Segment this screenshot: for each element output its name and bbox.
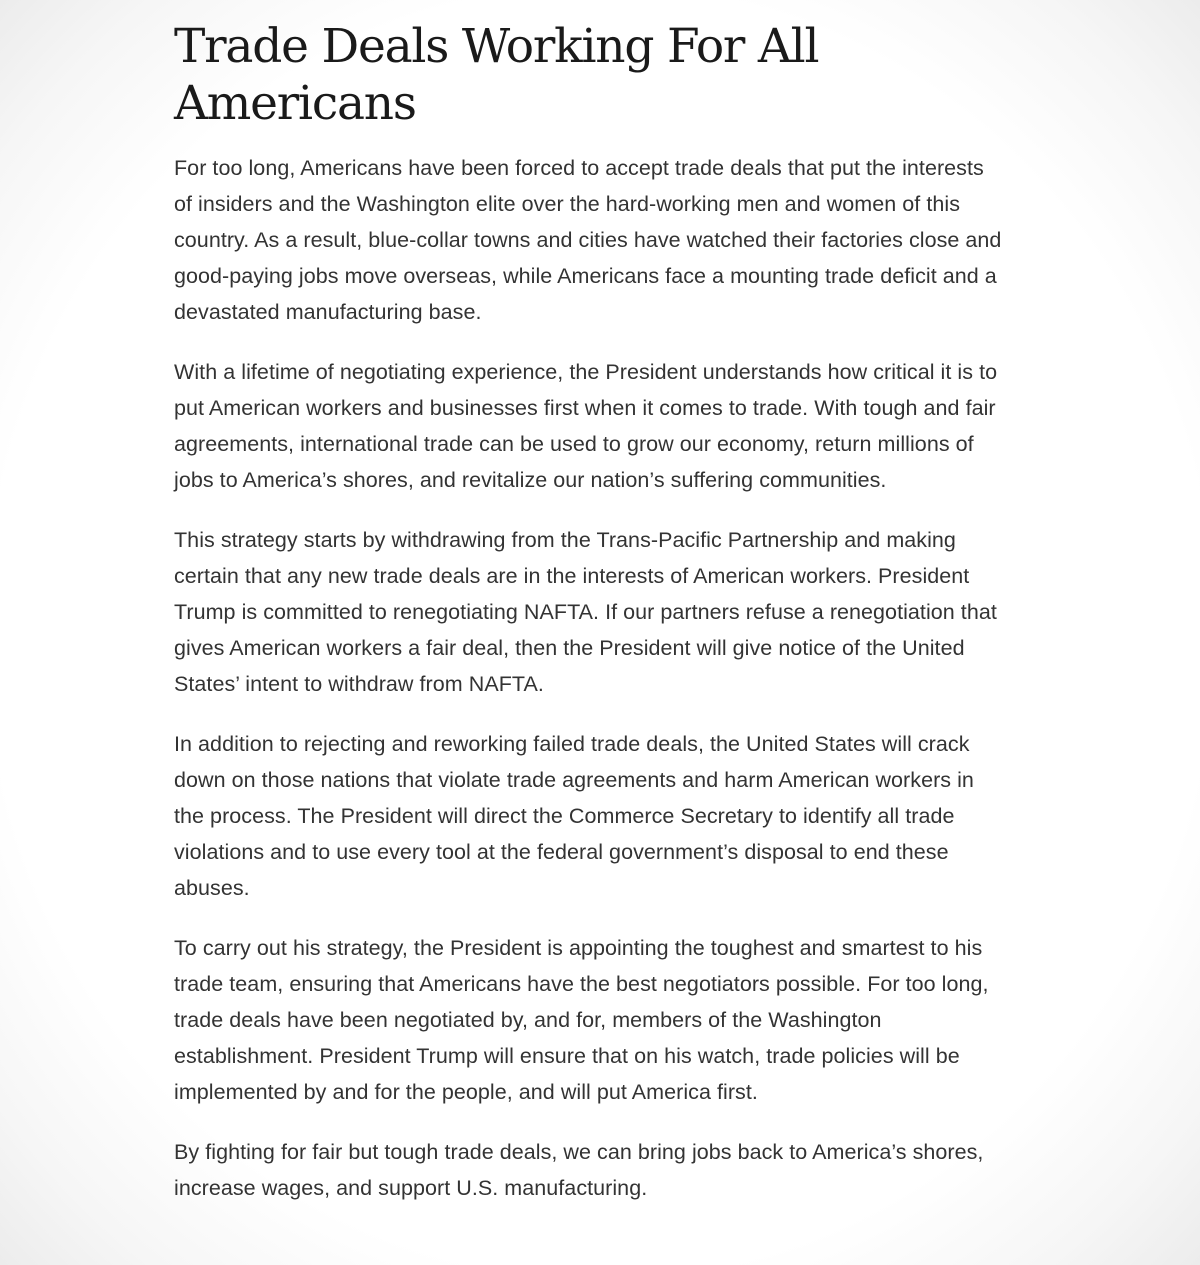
article-paragraph-5: To carry out his strategy, the President is appointing the toughest and smartest to his trade team, ensuring that Americans have the best negotiators possible. For too long, trade deals have been negotiated by, and for, members of the Washington establishment. President Trump will ensure that on his watch, trade policies will be implemented by and for the people, and will put America first.	[174, 936, 989, 1104]
article-paragraph-3: This strategy starts by withdrawing from the Trans-Pacific Partnership and making certain that any new trade deals are in the interests of American workers. President Trump is committed to renegotiating NAFTA. If our partners refuse a renegotiation that gives American workers a fair deal, then the President will give notice of the United States’ intent to withdraw from NAFTA.	[174, 528, 997, 696]
article-paragraph-1: For too long, Americans have been forced to accept trade deals that put the interests of insiders and the Washington elite over the hard-working men and women of this country. As a result, blue-collar towns and cities have watched their factories close and good-paying jobs move overseas, while Americans face a mounting trade deficit and a devastated manufacturing base.	[174, 156, 1002, 324]
article-paragraph-2: With a lifetime of negotiating experience, the President understands how critical it is to put American workers and businesses first when it comes to trade. With tough and fair agreements, international trade can be used to grow our economy, return millions of jobs to America’s shores, and revitalize our nation’s suffering communities.	[174, 360, 998, 492]
article-paragraph-4: In addition to rejecting and reworking failed trade deals, the United States will crack down on those nations that violate trade agreements and harm American workers in the process. The President will direct the Commerce Secretary to identify all trade violations and to use every tool at the federal government’s disposal to end these abuses.	[174, 732, 974, 900]
article-paragraph-6: By fighting for fair but tough trade deals, we can bring jobs back to America’s shores, increase wages, and support U.S. manufacturing.	[174, 1140, 984, 1200]
article	[174, 18, 1004, 1230]
article-title: Trade Deals Working For All Americans	[174, 19, 819, 131]
